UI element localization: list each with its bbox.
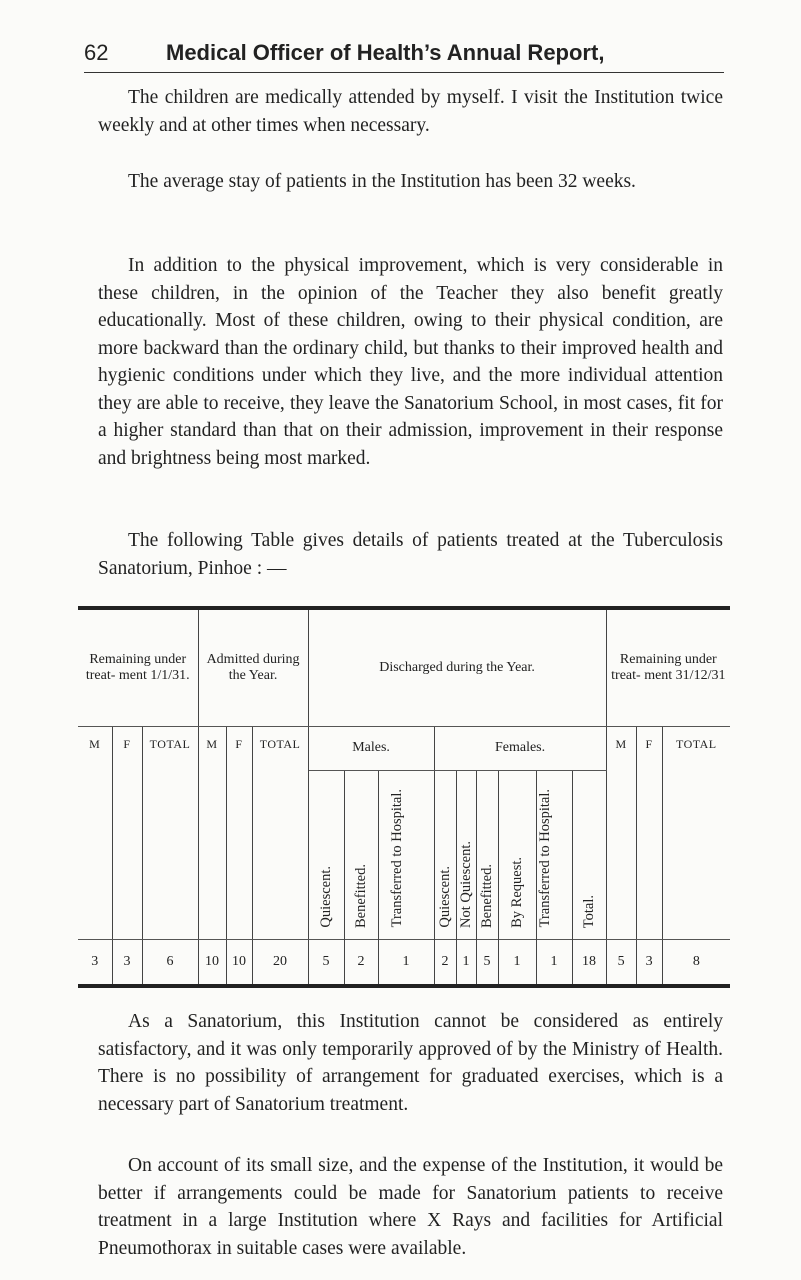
header-remaining-end: Remaining under treat- ment 31/12/31: [606, 608, 730, 726]
table-cell: 2: [434, 939, 456, 986]
table-cell: 5: [308, 939, 344, 986]
table-cell: 20: [252, 939, 308, 986]
table-cell: 1: [498, 939, 536, 986]
table-cell: 3: [636, 939, 662, 986]
col-adm-m: M: [198, 726, 226, 939]
table-cell: 1: [456, 939, 476, 986]
header-discharged: Discharged during the Year.: [308, 608, 606, 726]
col-female-benefitted: Benefitted.: [476, 771, 498, 940]
col-male-quiescent: Quiescent.: [308, 771, 344, 940]
table-cell: 6: [142, 939, 198, 986]
page-number: 62: [84, 40, 109, 65]
col-rem-end-f: F: [636, 726, 662, 939]
paragraph-improvement: In addition to the physical improvement, which is very considerable in these children, in the opinion of the Teacher they also benefit greatly educationally. Most of these children, owing to their physical condition, are more backward than the ordinary child, but thanks to their improved health and hygienic conditions under which they live, and the more individual attention they are able to receive, they leave the Sanatorium School, in most cases, fit for a higher standard than that on their admission, improvement in their response and brightness being most marked.: [98, 255, 723, 469]
table-cell: 10: [226, 939, 252, 986]
header-remaining-start: Remaining under treat- ment 1/1/31.: [78, 608, 198, 726]
header-females: Females.: [434, 726, 606, 771]
col-female-quiescent: Quiescent.: [434, 771, 456, 940]
col-female-transferred: Transferred to Hospital.: [536, 771, 572, 940]
table-cell: 10: [198, 939, 226, 986]
patients-table: [78, 606, 730, 988]
header-admitted: Admitted during the Year.: [198, 608, 308, 726]
table-cell: 5: [606, 939, 636, 986]
paragraph-attendance: The children are medically attended by myself. I visit the Institution twice weekly and at other times when necessary.: [98, 87, 723, 136]
col-rem-end-total: TOTAL: [662, 726, 730, 939]
col-rem-start-f: F: [112, 726, 142, 939]
col-rem-end-m: M: [606, 726, 636, 939]
running-title: Medical Officer of Health’s Annual Report,: [166, 40, 605, 65]
paragraph-table-intro: The following Table gives details of patients treated at the Tuberculosis Sanatorium, Pinhoe : —: [98, 530, 723, 579]
table-cell: 3: [78, 939, 112, 986]
header-rule: [84, 72, 724, 73]
col-rem-start-m: M: [78, 726, 112, 939]
table-cell: 8: [662, 939, 730, 986]
table-cell: 1: [378, 939, 434, 986]
col-discharged-total: Total.: [572, 771, 606, 940]
col-adm-total: TOTAL: [252, 726, 308, 939]
table-cell: 18: [572, 939, 606, 986]
header-males: Males.: [308, 726, 434, 771]
running-header: [84, 40, 724, 66]
table-cell: 5: [476, 939, 498, 986]
paragraph-satisfactory: As a Sanatorium, this Institution cannot be considered as entirely satisfactory, and it was only temporarily approved of by the Ministry of Health. There is no possibility of arrangement for graduated exercises, which is a necessary part of Sanatorium treatment.: [98, 1011, 723, 1115]
col-female-by-request: By Request.: [498, 771, 536, 940]
col-female-not-quiescent: Not Quiescent.: [456, 771, 476, 940]
col-rem-start-total: TOTAL: [142, 726, 198, 939]
table-cell: 1: [536, 939, 572, 986]
table-cell: 3: [112, 939, 142, 986]
col-adm-f: F: [226, 726, 252, 939]
table-cell: 2: [344, 939, 378, 986]
col-male-transferred: Transferred to Hospital.: [378, 771, 434, 940]
paragraph-recommendation: On account of its small size, and the expense of the Institution, it would be better if arrangements could be made for Sanatorium patients to receive treatment in a large Institution where X Rays and facilities for Artificial Pneumothorax in suitable cases were available.: [98, 1155, 723, 1259]
paragraph-average-stay: The average stay of patients in the Institution has been 32 weeks.: [128, 171, 636, 192]
col-male-benefitted: Benefitted.: [344, 771, 378, 940]
